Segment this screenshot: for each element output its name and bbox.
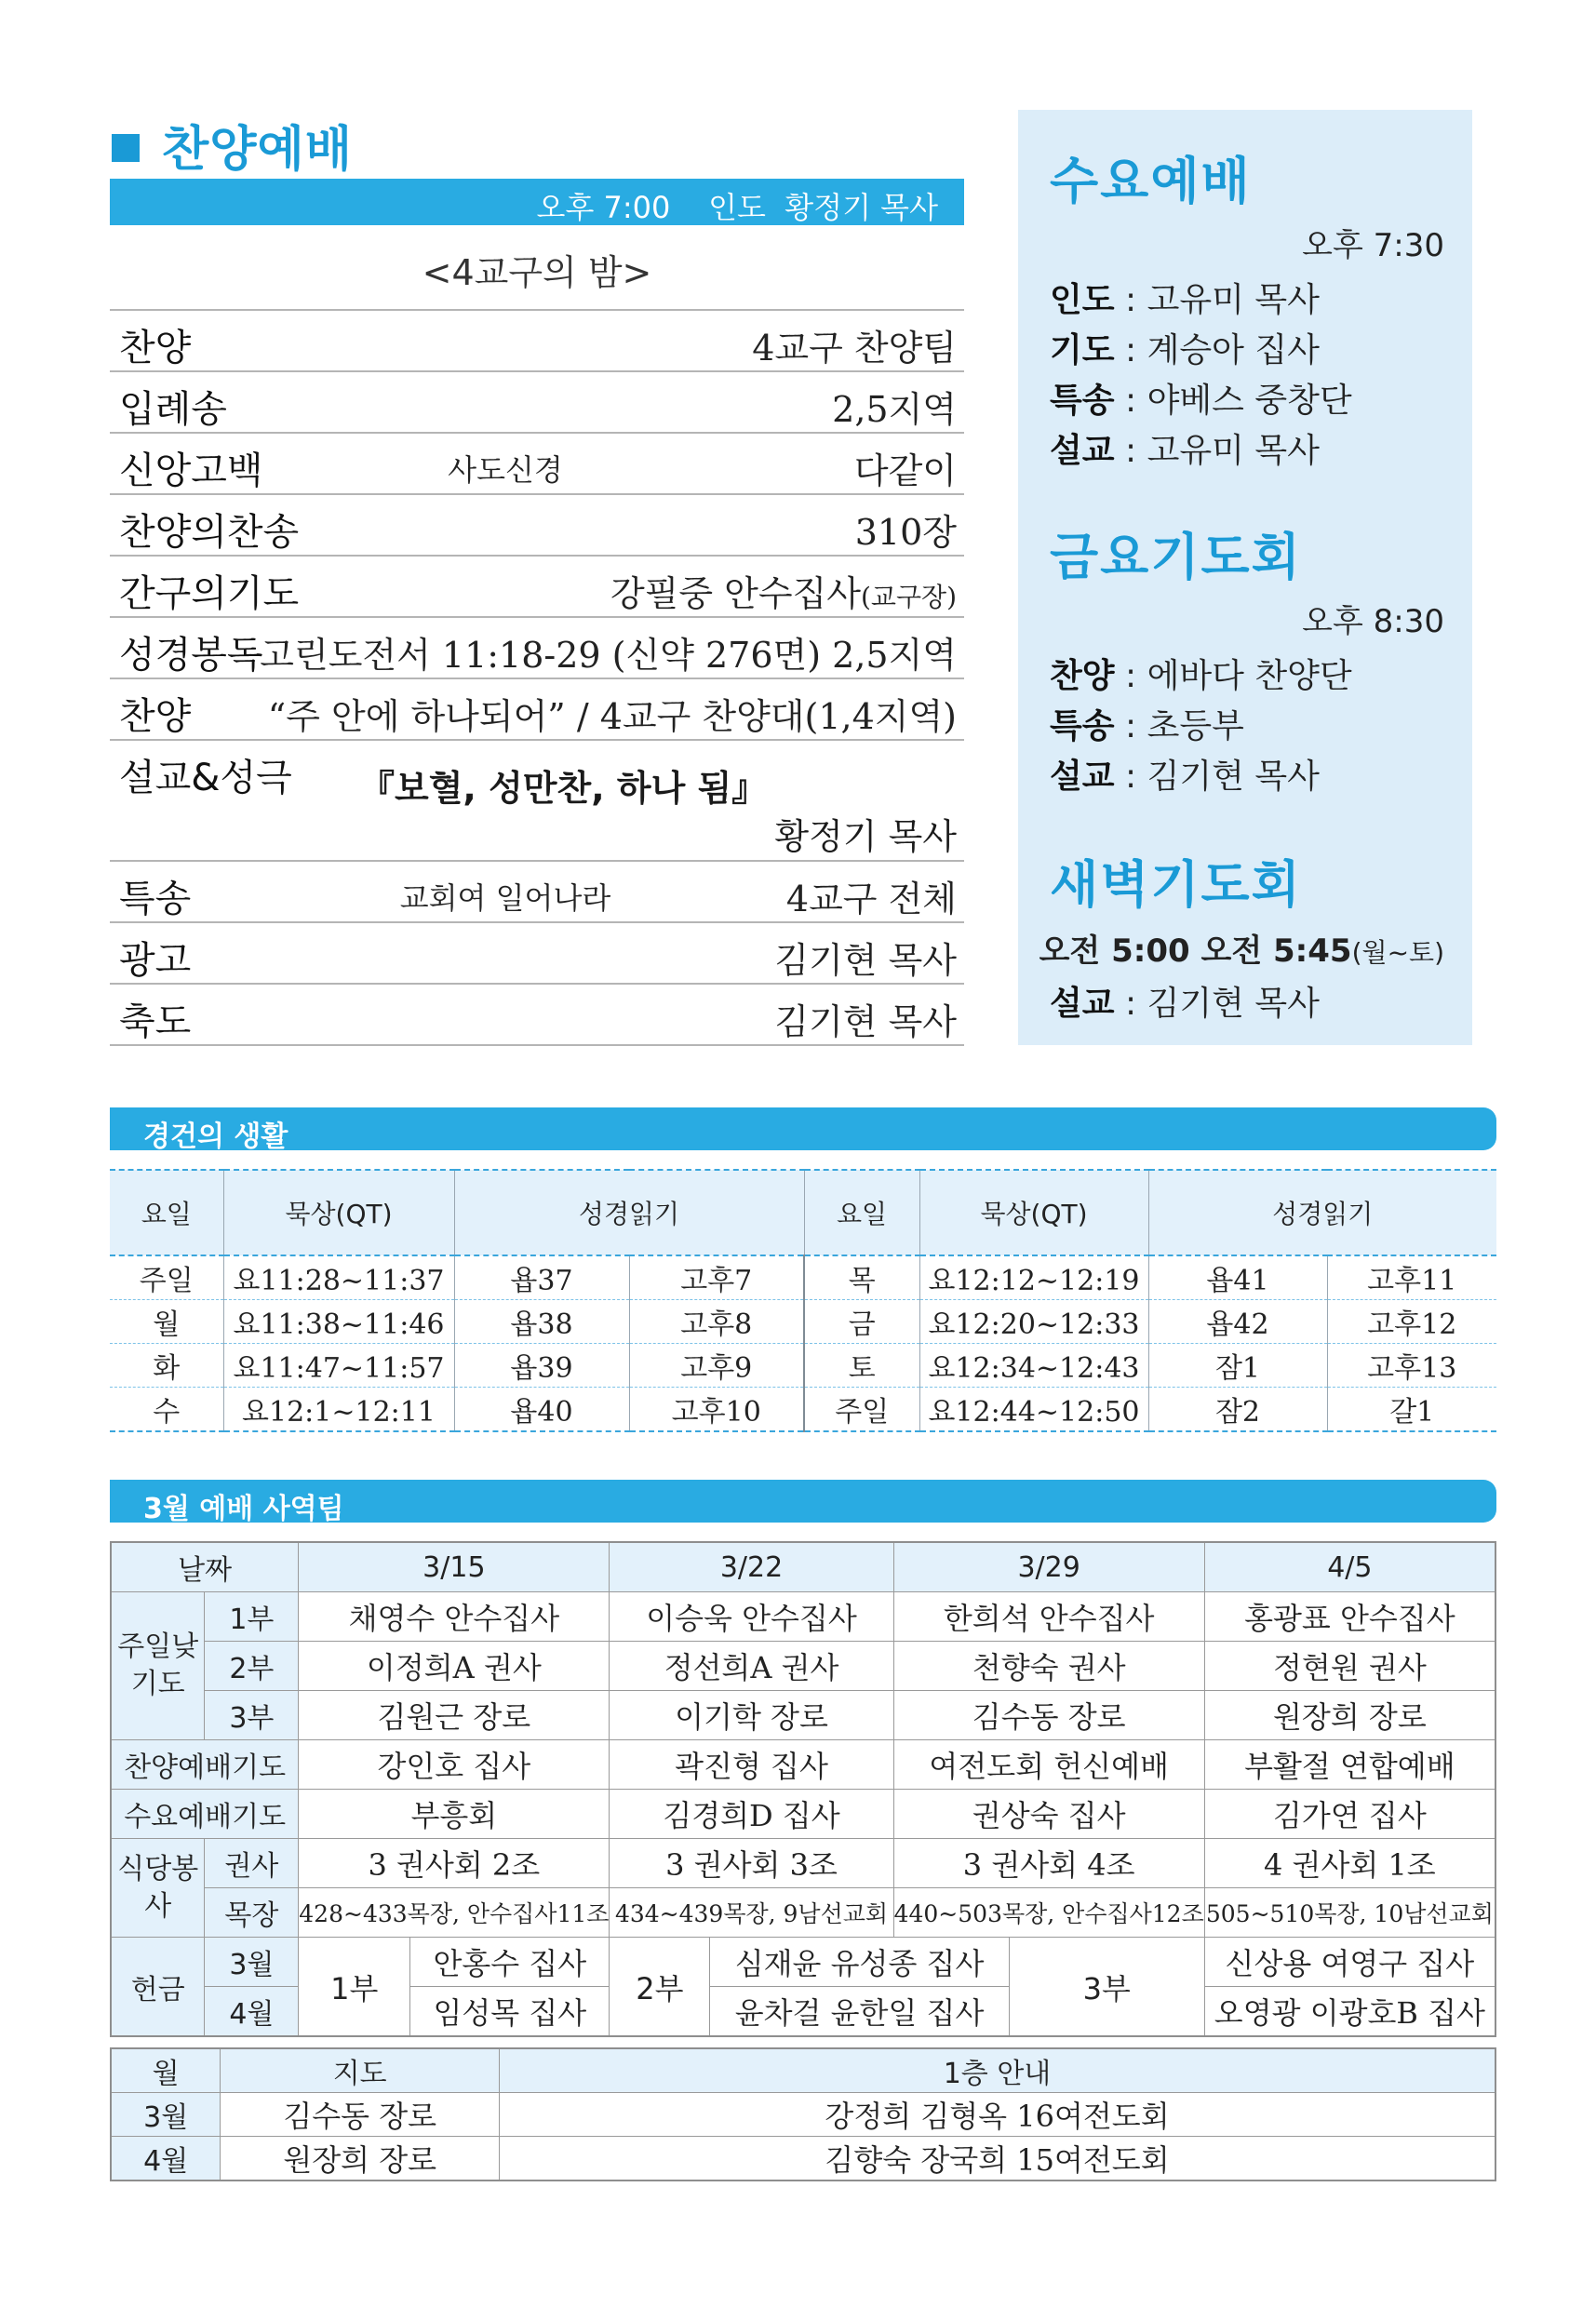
header-qt: 묵상(QT) — [919, 1170, 1148, 1255]
day-cell: 토 — [804, 1344, 919, 1388]
order-item-name: 축도 — [119, 1000, 192, 1043]
reading-cell: 욥40 — [454, 1388, 629, 1432]
day-cell: 월 — [110, 1300, 223, 1344]
line-label: 설교 — [1050, 985, 1115, 1023]
duty-cell: 434~439목장, 9남선교회 — [610, 1888, 893, 1938]
dawn-line — [1050, 977, 1320, 1025]
part-label: 1부 — [205, 1592, 299, 1642]
line-label: 설교 — [1050, 432, 1115, 470]
month-cell: 4월 — [111, 2137, 221, 2181]
reading-cell: 고후12 — [1327, 1300, 1496, 1344]
duty-team-table — [110, 1541, 1496, 2037]
line-label: 찬양 — [1050, 657, 1115, 695]
qt-cell: 요12:34~12:43 — [919, 1344, 1148, 1388]
line-separator: : — [1114, 382, 1147, 420]
header-reading: 성경읽기 — [1148, 1170, 1496, 1255]
duty-cell: 3 권사회 3조 — [610, 1839, 893, 1888]
line-value: 고유미 목사 — [1147, 432, 1320, 470]
line-label: 설교 — [1050, 758, 1115, 796]
line-value: 야베스 중창단 — [1147, 382, 1352, 420]
date-cell: 3/15 — [299, 1542, 610, 1592]
wednesday-line — [1050, 274, 1320, 321]
weekday-services-box — [1018, 110, 1472, 1045]
line-label: 특송 — [1050, 707, 1115, 745]
usher-cell: 강정희 김형옥 16여전도회 — [500, 2093, 1495, 2137]
duty-cell: 한희석 안수집사 — [893, 1592, 1204, 1642]
month-cell: 3월 — [111, 2093, 221, 2137]
duty-cell: 강인호 집사 — [299, 1740, 610, 1790]
order-item-name: 성경봉독 — [119, 634, 263, 677]
header-reading: 성경읽기 — [454, 1170, 804, 1255]
order-item-name: 신앙고백 — [119, 450, 263, 492]
dawn-prayer-time — [1039, 925, 1444, 971]
order-row — [110, 921, 964, 983]
floor-header-row — [111, 2048, 1495, 2093]
duty-cell: 권상숙 집사 — [893, 1790, 1204, 1839]
dawn-prayer-time-value: 오전 5:00 오전 5:45 — [1039, 933, 1352, 970]
order-item-person: 2,5지역 — [832, 389, 957, 430]
duty-cell: 3 권사회 4조 — [893, 1839, 1204, 1888]
line-value: 에바다 찬양단 — [1147, 657, 1352, 695]
order-item-person: 310장 — [854, 512, 957, 553]
wed-prayer-row — [111, 1790, 1495, 1839]
duty-cell: 홍광표 안수집사 — [1204, 1592, 1495, 1642]
floor-row — [111, 2137, 1495, 2181]
dawn-prayer-title: 새벽기도회 — [1050, 855, 1302, 914]
duty-cell: 임성목 집사 — [410, 1987, 610, 2037]
duty-cell: 심재윤 유성종 집사 — [710, 1938, 1010, 1987]
meal-row — [111, 1839, 1495, 1888]
duty-cell: 이기학 장로 — [610, 1691, 893, 1740]
order-item-person — [610, 565, 957, 616]
floor-row — [111, 2093, 1495, 2137]
order-item-name: 찬양의찬송 — [119, 511, 300, 554]
duty-cell: 채영수 안수집사 — [299, 1592, 610, 1642]
day-cell: 목 — [804, 1255, 919, 1300]
month-label: 4월 — [205, 1987, 299, 2037]
friday-prayer-title: 금요기도회 — [1050, 528, 1302, 586]
order-item-person: 김기현 목사 — [774, 940, 957, 981]
order-item-name: 간구의기도 — [119, 572, 300, 615]
part-label: 목장 — [205, 1888, 299, 1938]
devotion-row — [110, 1344, 1496, 1388]
order-item-person: 고린도전서 11:18-29 (신약 276면) 2,5지역 — [260, 635, 957, 676]
wednesday-service-title: 수요예배 — [1050, 152, 1252, 210]
devotion-section-bar — [110, 1107, 1496, 1153]
line-value: 초등부 — [1147, 707, 1244, 745]
sunday-prayer-row — [111, 1691, 1495, 1740]
floor-guide-table — [110, 2047, 1496, 2181]
duty-cell: 곽진형 집사 — [610, 1740, 893, 1790]
meal-row — [111, 1888, 1495, 1938]
offering-part: 1부 — [299, 1938, 410, 2037]
reading-cell: 욥41 — [1148, 1255, 1327, 1300]
duty-section-title: 3월 예배 사역팀 — [143, 1493, 344, 1525]
part-label: 3부 — [205, 1691, 299, 1740]
duty-cell: 정현원 권사 — [1204, 1642, 1495, 1691]
friday-line — [1050, 650, 1352, 697]
qt-cell: 요11:28~11:37 — [223, 1255, 454, 1300]
order-item-name: 찬양 — [119, 695, 192, 738]
sunday-prayer-label: 주일낮기도 — [111, 1592, 205, 1740]
duty-section-bar — [110, 1480, 1496, 1523]
order-item-name: 찬양 — [119, 327, 192, 369]
date-row — [111, 1542, 1495, 1592]
duty-cell: 김원근 장로 — [299, 1691, 610, 1740]
devotion-header-row — [110, 1170, 1496, 1255]
order-row — [110, 739, 964, 860]
reading-cell: 고후10 — [629, 1388, 804, 1432]
day-cell: 수 — [110, 1388, 223, 1432]
praise-service-heading — [112, 110, 353, 180]
month-label: 3월 — [205, 1938, 299, 1987]
devotion-row — [110, 1388, 1496, 1432]
line-value: 고유미 목사 — [1147, 281, 1320, 319]
order-row — [110, 860, 964, 921]
line-value: 김기현 목사 — [1147, 758, 1320, 796]
line-label: 기도 — [1050, 331, 1115, 369]
duty-cell: 안홍수 집사 — [410, 1938, 610, 1987]
reading-cell: 욥37 — [454, 1255, 629, 1300]
line-separator: : — [1114, 657, 1147, 695]
devotion-section-title: 경건의 생활 — [143, 1120, 288, 1153]
duty-cell: 김경희D 집사 — [610, 1790, 893, 1839]
date-label: 날짜 — [111, 1542, 299, 1592]
day-cell: 금 — [804, 1300, 919, 1344]
date-cell: 3/29 — [893, 1542, 1204, 1592]
part-label: 권사 — [205, 1839, 299, 1888]
order-item-person: 4교구 찬양팀 — [752, 328, 957, 369]
date-cell: 4/5 — [1204, 1542, 1495, 1592]
order-item-name: 입례송 — [119, 388, 227, 431]
offering-label: 헌금 — [111, 1938, 205, 2037]
duty-cell: 부흥회 — [299, 1790, 610, 1839]
reading-cell: 고후7 — [629, 1255, 804, 1300]
order-item-name: 특송 — [119, 878, 192, 920]
qt-cell: 요11:47~11:57 — [223, 1344, 454, 1388]
order-row — [110, 983, 964, 1046]
qt-cell: 요12:12~12:19 — [919, 1255, 1148, 1300]
reading-cell: 고후9 — [629, 1344, 804, 1388]
order-item-detail: 교회여 일어나라 — [399, 880, 611, 916]
line-value: 계승아 집사 — [1147, 331, 1320, 369]
order-item-detail: 사도신경 — [448, 452, 563, 488]
line-label: 특송 — [1050, 382, 1115, 420]
friday-line — [1050, 700, 1244, 747]
square-bullet-icon — [112, 134, 140, 162]
header-month: 월 — [111, 2048, 221, 2093]
duty-cell: 이정희A 권사 — [299, 1642, 610, 1691]
day-cell: 주일 — [110, 1255, 223, 1300]
wednesday-line — [1050, 324, 1320, 371]
duty-cell: 440~503목장, 안수집사12조 — [893, 1888, 1204, 1938]
order-item-name: 광고 — [119, 939, 192, 982]
praise-service-title: 찬양예배 — [162, 122, 353, 178]
order-item-person: 황정기 목사 — [774, 816, 957, 857]
praise-prayer-row — [111, 1740, 1495, 1790]
reading-cell: 잠1 — [1148, 1344, 1327, 1388]
header-qt: 묵상(QT) — [223, 1170, 454, 1255]
order-item-name: 설교&성극 — [119, 757, 292, 799]
offering-part: 2부 — [610, 1938, 710, 2037]
order-item-person: “주 안에 하나되어” / 4교구 찬양대(1,4지역) — [267, 696, 957, 737]
line-separator: : — [1114, 331, 1147, 369]
day-cell: 화 — [110, 1344, 223, 1388]
guide-cell: 원장희 장로 — [221, 2137, 500, 2181]
qt-cell: 요11:38~11:46 — [223, 1300, 454, 1344]
header-day: 요일 — [110, 1170, 223, 1255]
header-day: 요일 — [804, 1170, 919, 1255]
usher-cell: 김향숙 장국희 15여전도회 — [500, 2137, 1495, 2181]
duty-cell: 천향숙 권사 — [893, 1642, 1204, 1691]
duty-cell: 정선희A 권사 — [610, 1642, 893, 1691]
qt-cell: 요12:1~12:11 — [223, 1388, 454, 1432]
duty-cell: 오영광 이광호B 집사 — [1204, 1987, 1495, 2037]
line-separator: : — [1114, 985, 1147, 1023]
line-separator: : — [1114, 281, 1147, 319]
sunday-prayer-row — [111, 1642, 1495, 1691]
duty-cell: 신상용 여영구 집사 — [1204, 1938, 1495, 1987]
line-separator: : — [1114, 432, 1147, 470]
date-cell: 3/22 — [610, 1542, 893, 1592]
praise-service-subtitle: <4교구의 밤> — [422, 252, 652, 293]
line-separator: : — [1114, 707, 1147, 745]
line-separator: : — [1114, 758, 1147, 796]
sermon-title: 『보혈, 성만찬, 하나 됨』 — [359, 768, 768, 809]
sunday-prayer-row — [111, 1592, 1495, 1642]
order-item-person: 4교구 전체 — [785, 879, 957, 919]
worship-order-list — [110, 309, 964, 1046]
friday-line — [1050, 750, 1320, 798]
order-item-person: 다같이 — [853, 450, 957, 491]
header-guide: 지도 — [221, 2048, 500, 2093]
reading-cell: 갈1 — [1327, 1388, 1496, 1432]
wednesday-line — [1050, 424, 1320, 472]
duty-cell: 이승욱 안수집사 — [610, 1592, 893, 1642]
devotion-row — [110, 1255, 1496, 1300]
duty-cell: 김수동 장로 — [893, 1691, 1204, 1740]
duty-cell: 여전도회 헌신예배 — [893, 1740, 1204, 1790]
duty-cell: 428~433목장, 안수집사11조 — [299, 1888, 610, 1938]
reading-cell: 잠2 — [1148, 1388, 1327, 1432]
reading-cell: 욥42 — [1148, 1300, 1327, 1344]
meal-service-label: 식당봉사 — [111, 1839, 205, 1938]
wednesday-service-time: 오후 7:30 — [1302, 227, 1444, 264]
reading-cell: 욥39 — [454, 1344, 629, 1388]
dawn-prayer-days: (월~토) — [1351, 937, 1444, 968]
part-label: 2부 — [205, 1642, 299, 1691]
line-label: 인도 — [1050, 281, 1115, 319]
devotion-row — [110, 1300, 1496, 1344]
order-row — [110, 678, 964, 739]
reading-cell: 고후13 — [1327, 1344, 1496, 1388]
order-item-person-name: 강필중 안수집사 — [610, 573, 861, 614]
reading-cell: 욥38 — [454, 1300, 629, 1344]
order-row — [110, 616, 964, 678]
day-cell: 주일 — [804, 1388, 919, 1432]
duty-cell: 3 권사회 2조 — [299, 1839, 610, 1888]
praise-service-time-leader: 오후 7:00 인도 황정기 목사 — [536, 190, 938, 225]
wed-prayer-label: 수요예배기도 — [111, 1790, 299, 1839]
duty-cell: 505~510목장, 10남선교회 — [1204, 1888, 1495, 1938]
order-item-person: 김기현 목사 — [774, 1001, 957, 1042]
duty-cell: 4 권사회 1조 — [1204, 1839, 1495, 1888]
praise-prayer-label: 찬양예배기도 — [111, 1740, 299, 1790]
duty-cell: 원장희 장로 — [1204, 1691, 1495, 1740]
duty-cell: 김가연 집사 — [1204, 1790, 1495, 1839]
duty-cell: 부활절 연합예배 — [1204, 1740, 1495, 1790]
offering-row — [111, 1938, 1495, 1987]
order-row — [110, 309, 964, 370]
qt-cell: 요12:20~12:33 — [919, 1300, 1148, 1344]
praise-service-bar — [110, 179, 964, 225]
wednesday-line — [1050, 374, 1352, 422]
qt-cell: 요12:44~12:50 — [919, 1388, 1148, 1432]
order-row — [110, 555, 964, 616]
reading-cell: 고후11 — [1327, 1255, 1496, 1300]
order-row — [110, 432, 964, 493]
order-row — [110, 493, 964, 555]
reading-cell: 고후8 — [629, 1300, 804, 1344]
order-item-person-role: (교구장) — [861, 582, 957, 612]
guide-cell: 김수동 장로 — [221, 2093, 500, 2137]
duty-cell: 윤차걸 윤한일 집사 — [710, 1987, 1010, 2037]
order-row — [110, 370, 964, 432]
offering-part: 3부 — [1009, 1938, 1204, 2037]
friday-prayer-time: 오후 8:30 — [1302, 603, 1444, 640]
devotion-table — [110, 1169, 1496, 1432]
header-floor-guide: 1층 안내 — [500, 2048, 1495, 2093]
line-value: 김기현 목사 — [1147, 985, 1320, 1023]
